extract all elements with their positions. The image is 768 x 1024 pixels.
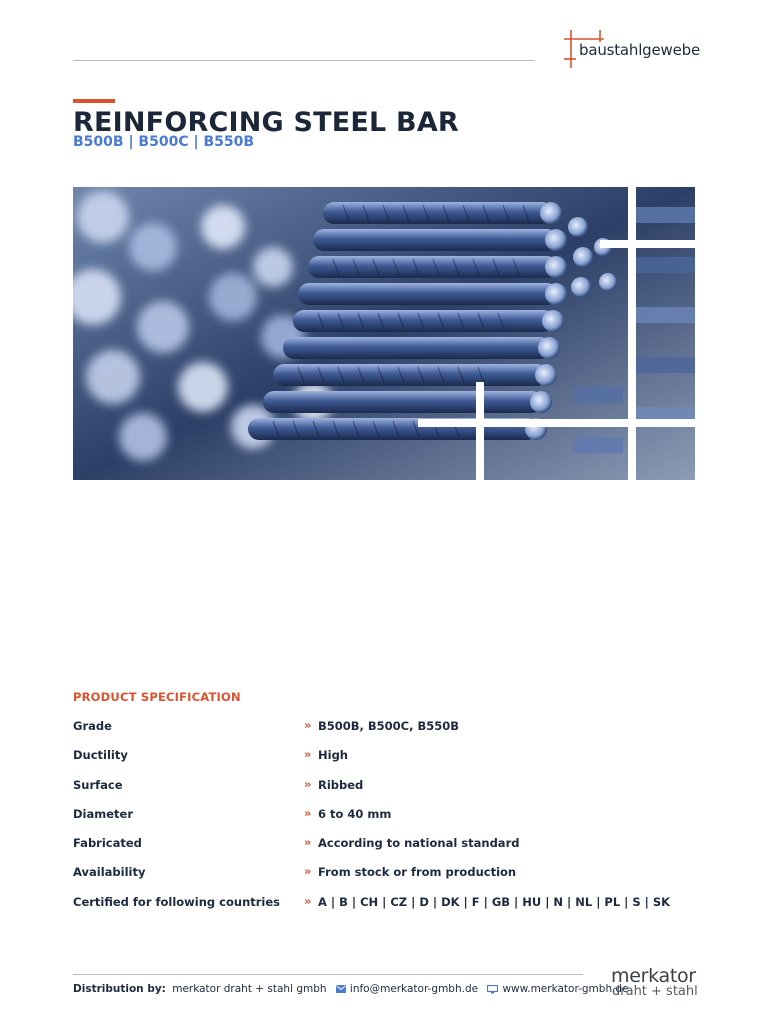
spec-bullet: »: [304, 806, 312, 820]
footer-email-link[interactable]: info@merkator-gmbh.de: [349, 983, 479, 995]
spec-label: Fabricated: [73, 836, 142, 850]
spec-bullet: »: [304, 747, 312, 761]
spec-bullet: »: [304, 894, 312, 908]
spec-value: From stock or from production: [318, 865, 517, 879]
spec-label: Surface: [73, 778, 123, 792]
footer-distribution: [73, 983, 629, 995]
merkator-logo: [611, 965, 711, 1001]
mail-icon: [336, 985, 346, 993]
merkator-logo-line1: merkator: [611, 965, 696, 987]
spec-row-ductility: [73, 748, 673, 766]
hero-image: [73, 187, 695, 480]
spec-heading: PRODUCT SPECIFICATION: [73, 690, 241, 704]
header-divider: [73, 60, 535, 61]
spec-value: According to national standard: [318, 836, 520, 850]
spec-row-grade: [73, 719, 673, 737]
spec-bullet: »: [304, 718, 312, 732]
page-title: REINFORCING STEEL BAR: [73, 107, 459, 138]
spec-value: 6 to 40 mm: [318, 807, 392, 821]
spec-label: Grade: [73, 719, 112, 733]
title-accent-bar: [73, 99, 115, 103]
footer-company: merkator draht + stahl gmbh: [172, 983, 327, 995]
footer-website-link[interactable]: www.merkator-gmbh.de: [502, 983, 629, 995]
monitor-icon: [487, 985, 498, 994]
spec-value: B500B, B500C, B550B: [318, 719, 460, 733]
steel-bars-photo-icon: [73, 187, 695, 480]
spec-row-fabricated: [73, 836, 673, 854]
spec-value: A | B | CH | CZ | D | DK | F | GB | HU | N | NL | PL | S | SK: [318, 895, 671, 909]
merkator-logo-line2: draht + stahl: [612, 984, 698, 999]
spec-row-diameter: [73, 807, 673, 825]
page-subtitle: B500B | B500C | B550B: [73, 134, 255, 150]
spec-bullet: »: [304, 777, 312, 791]
spec-value: Ribbed: [318, 778, 364, 792]
spec-row-certified-countries: [73, 895, 673, 913]
spec-label: Certified for following countries: [73, 895, 281, 909]
spec-value: High: [318, 748, 348, 762]
spec-bullet: »: [304, 864, 312, 878]
spec-label: Diameter: [73, 807, 133, 821]
spec-row-availability: [73, 865, 673, 883]
spec-row-surface: [73, 778, 673, 796]
spec-label: Availability: [73, 865, 146, 879]
spec-label: Ductility: [73, 748, 128, 762]
baustahlgewebe-logo: [562, 28, 702, 72]
footer-label: Distribution by:: [73, 983, 166, 995]
footer-divider: [73, 974, 583, 975]
logo-text: baustahlgewebe: [579, 41, 700, 59]
spec-bullet: »: [304, 835, 312, 849]
